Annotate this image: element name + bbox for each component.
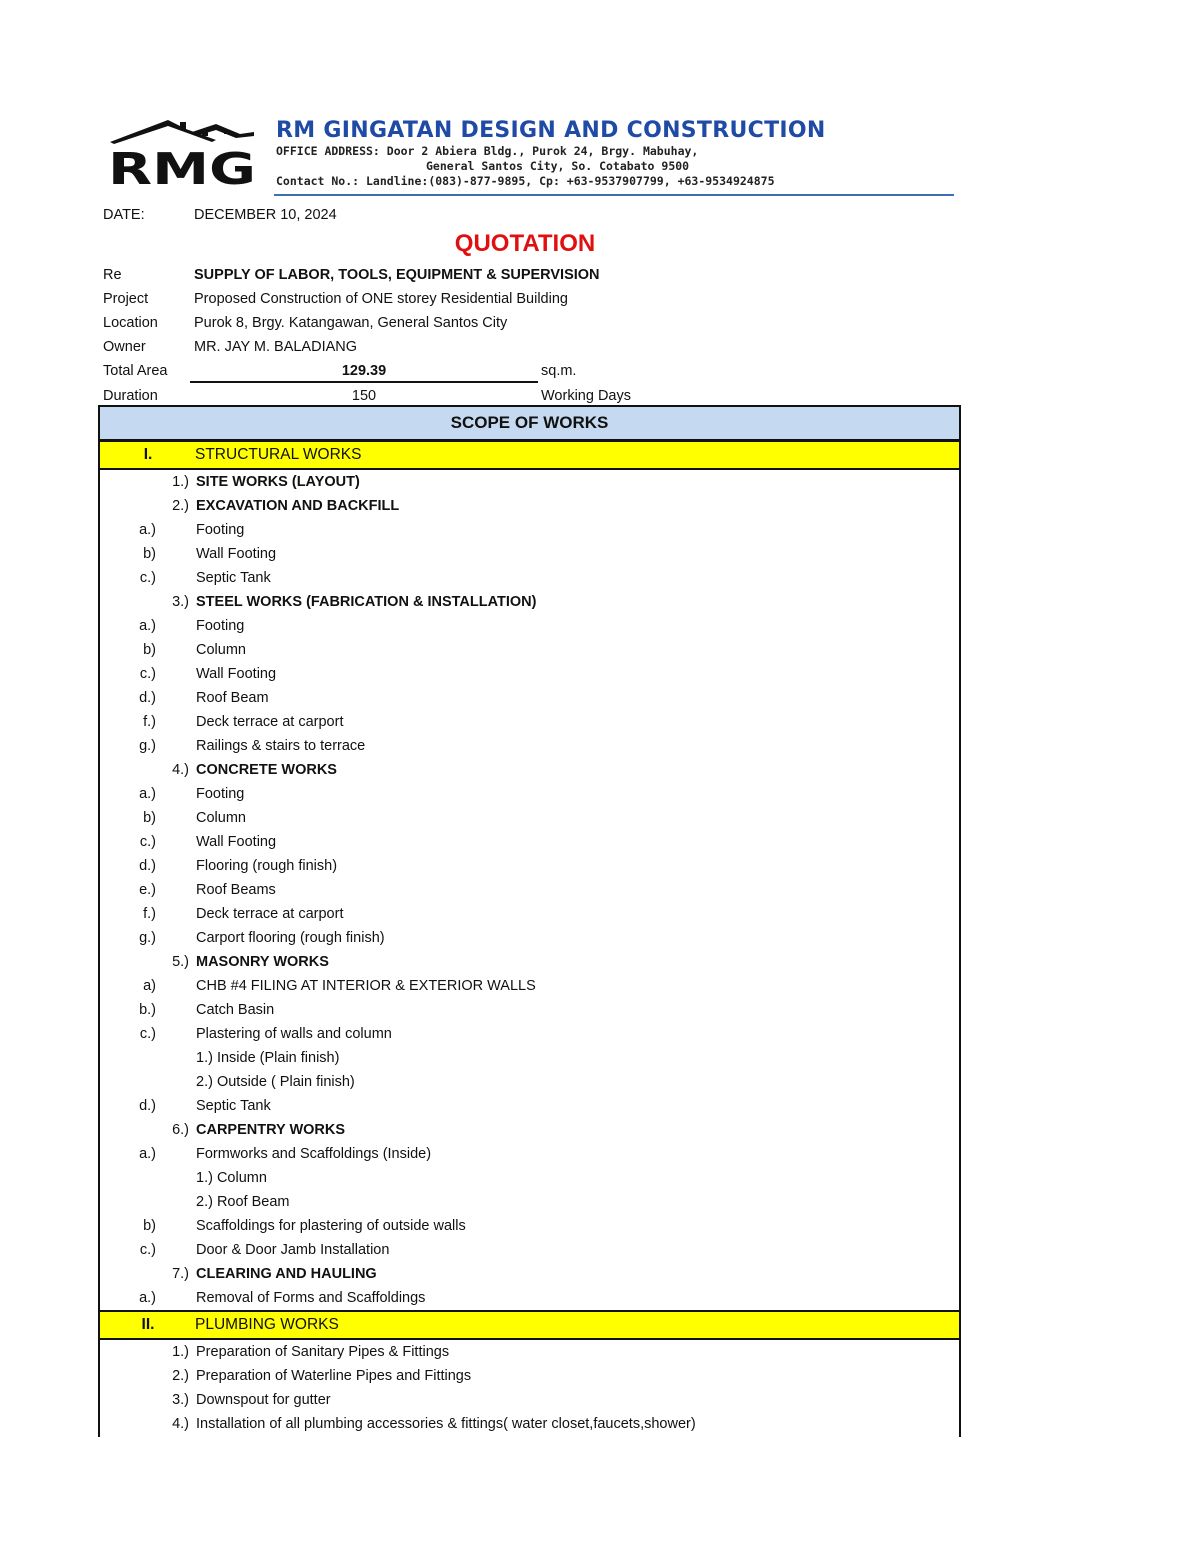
work-item — [100, 1340, 959, 1364]
work-item — [100, 566, 959, 590]
project-value: Proposed Construction of ONE storey Residential Building — [194, 291, 568, 307]
total-area-unit: sq.m. — [541, 363, 577, 379]
scope-of-works-table — [98, 405, 961, 1437]
item-label: Septic Tank — [196, 570, 271, 586]
item-label: Septic Tank — [196, 1098, 271, 1114]
work-item — [100, 1022, 959, 1046]
item-label: Downspout for gutter — [196, 1392, 331, 1408]
item-label: Formworks and Scaffoldings (Inside) — [196, 1146, 432, 1162]
item-label: MASONRY WORKS — [196, 954, 329, 970]
item-label: Door & Door Jamb Installation — [196, 1242, 390, 1258]
owner-label: Owner — [103, 339, 146, 355]
duration-unit: Working Days — [541, 388, 631, 404]
item-label: Deck terrace at carport — [196, 906, 344, 922]
item-label: Flooring (rough finish) — [196, 858, 338, 874]
item-label: EXCAVATION AND BACKFILL — [196, 498, 400, 514]
project-label: Project — [103, 291, 149, 307]
item-label: CLEARING AND HAULING — [196, 1266, 377, 1282]
item-number: f.) — [143, 714, 156, 730]
work-item-heading — [100, 1262, 959, 1286]
work-item — [100, 782, 959, 806]
item-number: 2.) — [172, 498, 189, 514]
work-item — [100, 1166, 959, 1190]
item-label: Roof Beams — [196, 882, 276, 898]
item-label: Removal of Forms and Scaffoldings — [196, 1290, 426, 1306]
work-item — [100, 1142, 959, 1166]
re-value: SUPPLY OF LABOR, TOOLS, EQUIPMENT & SUPERVISION — [194, 267, 600, 283]
item-number: 2.) — [172, 1368, 189, 1384]
item-number: a.) — [139, 786, 156, 802]
item-number: a.) — [139, 618, 156, 634]
item-number: c.) — [139, 1242, 156, 1258]
work-item — [100, 1364, 959, 1388]
item-label: Plastering of walls and column — [196, 1026, 392, 1042]
item-number: g.) — [139, 738, 156, 754]
item-number: b) — [143, 642, 156, 658]
item-label: CARPENTRY WORKS — [196, 1122, 346, 1138]
item-label: Preparation of Waterline Pipes and Fittings — [196, 1368, 472, 1384]
item-label: STRUCTURAL WORKS — [195, 446, 362, 463]
work-item — [100, 974, 959, 998]
work-item — [100, 1214, 959, 1238]
work-item — [100, 614, 959, 638]
work-item — [100, 926, 959, 950]
work-item-heading — [100, 950, 959, 974]
work-item-heading — [100, 1118, 959, 1142]
item-label: Scaffoldings for plastering of outside walls — [196, 1218, 466, 1234]
item-number: 6.) — [172, 1122, 189, 1138]
location-value: Purok 8, Brgy. Katangawan, General Santos City — [194, 315, 508, 331]
item-number: 4.) — [172, 1416, 189, 1432]
owner-value: MR. JAY M. BALADIANG — [194, 339, 358, 355]
work-item — [100, 1286, 959, 1310]
item-label: 2.) Outside ( Plain finish) — [196, 1074, 355, 1090]
item-label: Column — [196, 642, 246, 658]
document-title: QUOTATION — [454, 230, 596, 257]
item-label: Railings & stairs to terrace — [196, 738, 366, 754]
logo-text: RMG — [108, 144, 256, 188]
item-label: SITE WORKS (LAYOUT) — [196, 474, 360, 490]
work-item — [100, 878, 959, 902]
duration-label: Duration — [103, 388, 158, 404]
work-item — [100, 1412, 959, 1436]
work-item-heading — [100, 494, 959, 518]
item-number: a) — [143, 978, 156, 994]
item-number: c.) — [139, 570, 156, 586]
work-item — [100, 854, 959, 878]
company-name: RM GINGATAN DESIGN AND CONSTRUCTION — [276, 118, 826, 143]
company-info — [276, 118, 956, 189]
item-label: PLUMBING WORKS — [195, 1316, 339, 1333]
work-item — [100, 662, 959, 686]
item-number: 7.) — [172, 1266, 189, 1282]
item-number: I. — [143, 446, 153, 463]
item-label: Deck terrace at carport — [196, 714, 344, 730]
company-logo — [106, 118, 258, 188]
date-label: DATE: — [103, 207, 145, 223]
item-label: CHB #4 FILING AT INTERIOR & EXTERIOR WALLS — [196, 978, 536, 994]
item-label: Preparation of Sanitary Pipes & Fittings — [196, 1344, 450, 1360]
work-item — [100, 1190, 959, 1214]
item-label: 1.) Inside (Plain finish) — [196, 1050, 340, 1066]
duration-value: 150 — [351, 388, 377, 404]
total-area-underline — [190, 381, 538, 383]
item-label: Footing — [196, 522, 245, 538]
item-label: STEEL WORKS (FABRICATION & INSTALLATION) — [196, 594, 537, 610]
work-item — [100, 806, 959, 830]
location-label: Location — [103, 315, 158, 331]
item-number: a.) — [139, 1146, 156, 1162]
item-number: 1.) — [172, 474, 189, 490]
section-header — [100, 1310, 959, 1340]
work-item — [100, 830, 959, 854]
work-item — [100, 518, 959, 542]
item-label: Roof Beam — [196, 690, 269, 706]
item-number: d.) — [139, 690, 156, 706]
date-value: DECEMBER 10, 2024 — [194, 207, 337, 223]
office-city: General Santos City, So. Cotabato 9500 — [426, 159, 690, 173]
item-number: a.) — [139, 1290, 156, 1306]
item-label: Installation of all plumbing accessories & fittings( water closet,faucets,shower) — [196, 1416, 696, 1432]
item-label: Footing — [196, 618, 245, 634]
re-label: Re — [103, 267, 122, 283]
item-number: f.) — [143, 906, 156, 922]
office-address: OFFICE ADDRESS: Door 2 Abiera Bldg., Purok 24, Brgy. Mabuhay, — [276, 144, 699, 158]
item-number: d.) — [139, 858, 156, 874]
item-number: II. — [141, 1316, 155, 1333]
work-item-heading — [100, 590, 959, 614]
item-label: CONCRETE WORKS — [196, 762, 337, 778]
work-item-heading — [100, 758, 959, 782]
item-number: 3.) — [172, 1392, 189, 1408]
item-number: b) — [143, 1218, 156, 1234]
item-label: Footing — [196, 786, 245, 802]
scope-title: SCOPE OF WORKS — [100, 407, 959, 441]
work-item — [100, 1388, 959, 1412]
work-item-heading — [100, 470, 959, 494]
item-number: e.) — [139, 882, 156, 898]
item-number: b.) — [139, 1002, 156, 1018]
work-item — [100, 1046, 959, 1070]
item-label: 2.) Roof Beam — [196, 1194, 290, 1210]
item-number: 3.) — [172, 594, 189, 610]
item-number: d.) — [139, 1098, 156, 1114]
item-number: b) — [143, 810, 156, 826]
item-label: Wall Footing — [196, 834, 277, 850]
item-number: b) — [143, 546, 156, 562]
total-area-value: 129.39 — [341, 363, 387, 379]
item-label: Carport flooring (rough finish) — [196, 930, 385, 946]
item-label: Column — [196, 810, 246, 826]
item-number: 1.) — [172, 1344, 189, 1360]
work-item — [100, 734, 959, 758]
item-label: Catch Basin — [196, 1002, 275, 1018]
work-item — [100, 638, 959, 662]
item-number: a.) — [139, 522, 156, 538]
work-item — [100, 710, 959, 734]
item-label: Wall Footing — [196, 546, 277, 562]
item-number: c.) — [139, 834, 156, 850]
item-number: c.) — [139, 1026, 156, 1042]
work-item — [100, 998, 959, 1022]
item-label: Wall Footing — [196, 666, 277, 682]
section-header — [100, 440, 959, 470]
item-number: 4.) — [172, 762, 189, 778]
item-number: 5.) — [172, 954, 189, 970]
letterhead-rule — [274, 194, 954, 196]
item-number: c.) — [139, 666, 156, 682]
work-item — [100, 1070, 959, 1094]
contact-numbers: Contact No.: Landline:(083)-877-9895, Cp: +63-9537907799, +63-9534924875 — [276, 174, 775, 188]
work-item — [100, 542, 959, 566]
total-area-label: Total Area — [103, 363, 168, 379]
work-item — [100, 1094, 959, 1118]
item-number: g.) — [139, 930, 156, 946]
work-item — [100, 1238, 959, 1262]
work-item — [100, 902, 959, 926]
item-label: 1.) Column — [196, 1170, 267, 1186]
work-item — [100, 686, 959, 710]
